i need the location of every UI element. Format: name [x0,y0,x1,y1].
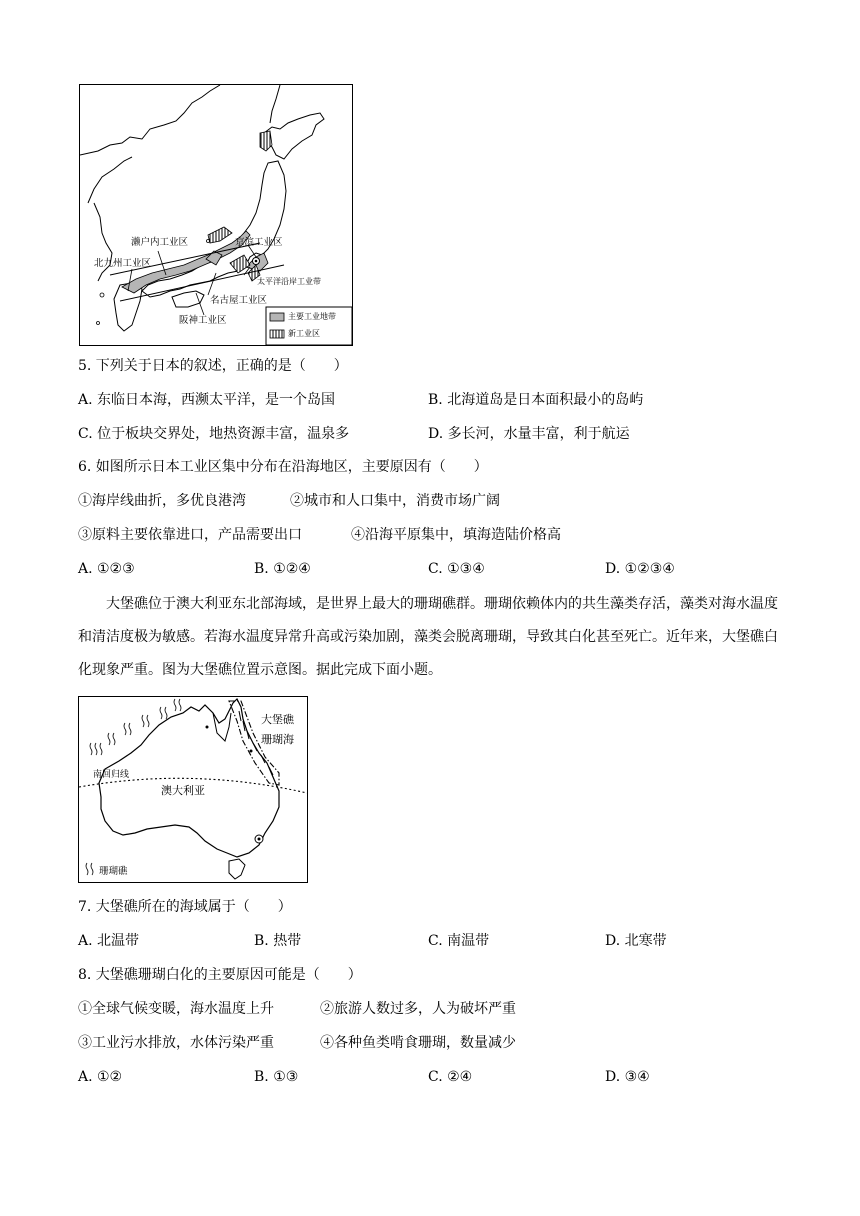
q6-stem: 6. 如图所示日本工业区集中分布在沿海地区，主要原因有（ ） [78,459,488,475]
q8-statement-4: ④各种鱼类啃食珊瑚，数量减少 [320,1035,516,1051]
legend-new-label: 新工业区 [288,329,320,338]
q8-statement-3: ③工业污水排放，水体污染严重 [78,1035,274,1051]
q5-option-a[interactable]: A. 东临日本海，西濒太平洋，是一个岛国 [78,392,336,408]
q5-stem: 5. 下列关于日本的叙述，正确的是（ ） [78,358,348,374]
q7-option-b[interactable]: B. 热带 [254,933,302,949]
q7-option-a[interactable]: A. 北温带 [78,933,140,949]
legend-main-label: 主要工业地带 [288,312,336,321]
setouchi-label: 濑户内工业区 [131,237,189,248]
japan-map-drawing [80,85,352,345]
q7-stem: 7. 大堡礁所在的海域属于（ ） [78,899,292,915]
q5-option-b[interactable]: B. 北海道岛是日本面积最小的岛屿 [428,392,644,408]
q8-statement-2: ②旅游人数过多，人为破坏严重 [320,1001,516,1017]
q6-statement-1: ①海岸线曲折，多优良港湾 [78,493,246,509]
keihin-label: 京滨工业区 [235,237,283,248]
australia-label: 澳大利亚 [161,784,205,797]
q7-option-d[interactable]: D. 北寒带 [605,933,667,949]
japan-industrial-map [79,84,353,346]
new-industrial-zone-honshu-n [208,227,232,243]
q8-stem: 8. 大堡礁珊瑚白化的主要原因可能是（ ） [78,967,362,983]
coral-legend-label: 珊瑚礁 [99,866,128,877]
reef-passage: 大堡礁位于澳大利亚东北部海域，是世界上最大的珊瑚礁群。珊瑚依赖体内的共生藻类存活，藻类对海水温度和清洁度极为敏感。若海水温度异常升高或污染加剧，藻类会脱离珊瑚，导致其白化甚至死亡。近年来，大堡礁白化现象严重。图为大堡礁位置示意图。据此完成下面小题。 [78,596,778,678]
great-barrier-reef-map [78,696,308,883]
coral-sea-label: 珊瑚海 [261,733,294,746]
pacific-belt-label: 太平洋沿岸工业带 [257,277,321,286]
hokkaido-new-industrial-zone [260,131,272,151]
q8-statement-1: ①全球气候变暖，海水温度上升 [78,1001,274,1017]
q6-statement-2: ②城市和人口集中，消费市场广阔 [290,493,500,509]
q6-option-b[interactable]: B. ①②④ [254,561,311,577]
q6-option-a[interactable]: A. ①②③ [78,561,135,577]
q8-option-d[interactable]: D. ③④ [605,1069,650,1085]
q6-option-c[interactable]: C. ①③④ [428,561,485,577]
q6-statement-4: ④沿海平原集中，填海造陆价格高 [351,527,561,543]
nagoya-label: 名古屋工业区 [210,295,268,306]
reef-label: 大堡礁 [261,713,294,726]
tropic-label: 南回归线 [93,770,130,780]
q8-option-c[interactable]: C. ②④ [428,1069,473,1085]
kitakyushu-label: 北九州工业区 [94,258,152,269]
tasmania [229,859,245,879]
q5-option-d[interactable]: D. 多长河，水量丰富，利于航运 [428,426,630,442]
q5-option-c[interactable]: C. 位于板块交界处，地热资源丰富，温泉多 [78,426,350,442]
q7-option-c[interactable]: C. 南温带 [428,933,490,949]
q8-option-b[interactable]: B. ①③ [254,1069,299,1085]
hanshin-label: 阪神工业区 [179,315,227,326]
q6-statement-3: ③原料主要依靠进口，产品需要出口 [78,527,302,543]
q8-option-a[interactable]: A. ①② [78,1069,123,1085]
legend-coral-symbol [86,863,93,875]
q6-option-d[interactable]: D. ①②③④ [605,561,675,577]
